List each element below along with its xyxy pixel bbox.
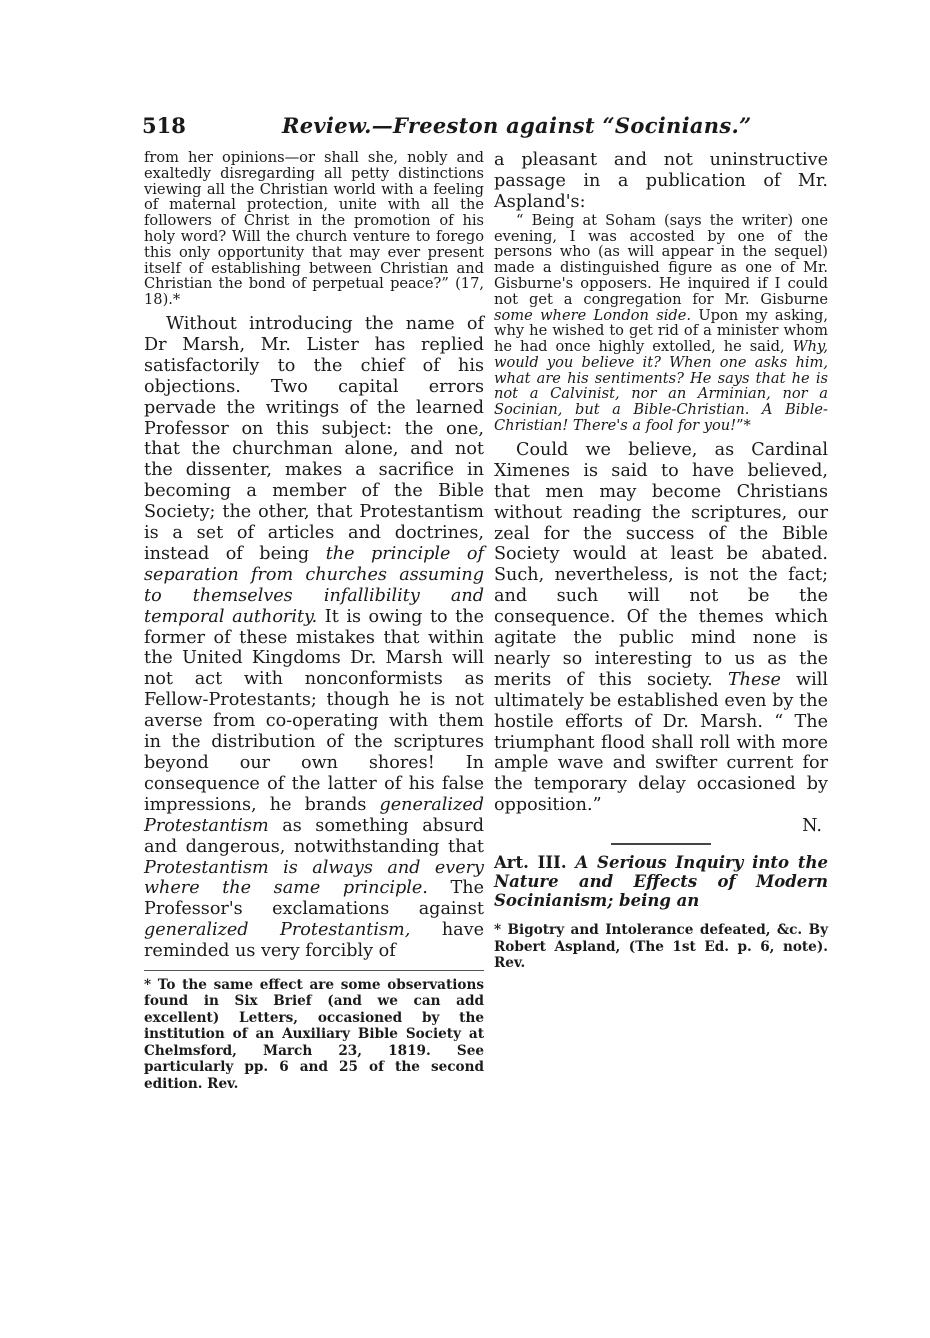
intro-text: a pleasant and not uninstructive passage in a publication of Mr. Aspland's: xyxy=(494,150,828,212)
left-column xyxy=(144,150,484,1092)
aspland-quote: “ Being at Soham (says the writer) one evening, I was accosted by one of the persons who (as will appear in the sequel) made a distinguished figure as one of Mr. Gisburne's opposers. He inquired if I could not get a congregation for Mr. Gisburne some where London side. Upon my asking, why he wished to get rid of a minister whom he had once highly extolled, he said, Why, would you believe it? When one asks him, what are his sentiments? He says that he is not a Calvinist, nor an Arminian, nor a Socinian, but a Bible-Christian. A Bible-Christian! There's a fool for you!”* xyxy=(494,211,828,435)
quoted-passage: from her opinions—or shall she, nobly and exaltedly disregarding all petty distinctions viewing all the Christian world with a feeling of maternal protection, unite with all the followers of Christ in the promotion of his holy word? Will the church venture to forego this only opportunity that may ever present itself of establishing between Christian and Christian the bond of perpetual peace?” (17, 18).* xyxy=(144,149,484,309)
page-number: 518 xyxy=(142,113,186,138)
emphasis-text: Why, would you believe it? When one asks him, what are his sentiments? He says that he is not a Calvinist, nor an Arminian, nor a Socinian, but a Bible-Christian. A Bible-Christian! There's a fool for you! xyxy=(494,338,828,435)
body-paragraph-marsh: Without introducing the name of Dr Marsh, Mr. Lister has replied satisfactorily to the chief of his objections. Two capital errors pervade the writings of the learned Professor on this subject: the one, that the churchman alone, and not the dissenter, makes a sacrifice in becoming a member of the Bible Society; the other, that Protestantism is a set of articles and doctrines, instead of being the principle of separation from churches assuming to themselves infallibility and temporal authority. It is owing to the former of these mistakes that within the United Kingdoms Dr. Marsh will not act with nonconformists as Fellow-Protestants; though he is not averse from co-operating with them in the distribution of the scriptures beyond our own shores! In consequence of the latter of his false impressions, he brands generalized Protestantism as something absurd and dangerous, notwithstanding that Protestantism is always and every where the same principle. The Professor's exclamations against generalized Protestantism, have reminded us very forcibly of xyxy=(144,313,485,962)
right-column xyxy=(494,150,828,971)
emphasis-text: the principle of separation from churches assuming to themselves infallibility and temporal authority. xyxy=(144,543,485,627)
emphasis-text: Protestantism is always and every where the same principle. xyxy=(144,857,484,899)
footnote-divider xyxy=(144,970,484,971)
emphasis-text: These xyxy=(727,669,781,690)
emphasis-text: some where London side. xyxy=(494,306,692,324)
section-divider xyxy=(611,843,711,845)
running-title: Review.—Freeston against “Socinians.” xyxy=(282,113,752,138)
article-label: Art. III. xyxy=(494,853,567,873)
footnote-left: * To the same effect are some observations found in Six Brief (and we can add excellent) Letters, occasioned by the institution of an Auxiliary Bible Society at Chelmsford, March 23, 1819. See particularly pp. 6 and 25 of the second edition. Rev. xyxy=(144,977,484,1092)
running-head xyxy=(142,113,832,147)
article-title: A Serious Inquiry into the Nature and Effects of Modern Socinianism; being an xyxy=(494,853,828,911)
article-heading xyxy=(494,853,828,910)
footnote-right: * Bigotry and Intolerance defeated, &c. By Robert Aspland, (The 1st Ed. p. 6, note). Rev. xyxy=(494,922,828,971)
author-signature: N. xyxy=(802,816,822,837)
emphasis-text: generalized Protestantism xyxy=(144,794,484,836)
emphasis-text: generalized Protestantism, xyxy=(144,920,411,941)
body-paragraph-ximenes: Could we believe, as Cardinal Ximenes is said to have believed, that men may become Christians without reading the scriptures, our zeal for the success of the Bible Society would at least be abated. Such, nevertheless, is not the fact; and such will not be the consequence. Of the themes which agitate the public mind none is nearly so interesting to us as the merits of this society. These will ultimately be established even by the hostile efforts of Dr. Marsh. “ The triumphant flood shall roll with more ample wave and swifter current for the temporary delay occasioned by opposition.” xyxy=(494,439,828,816)
